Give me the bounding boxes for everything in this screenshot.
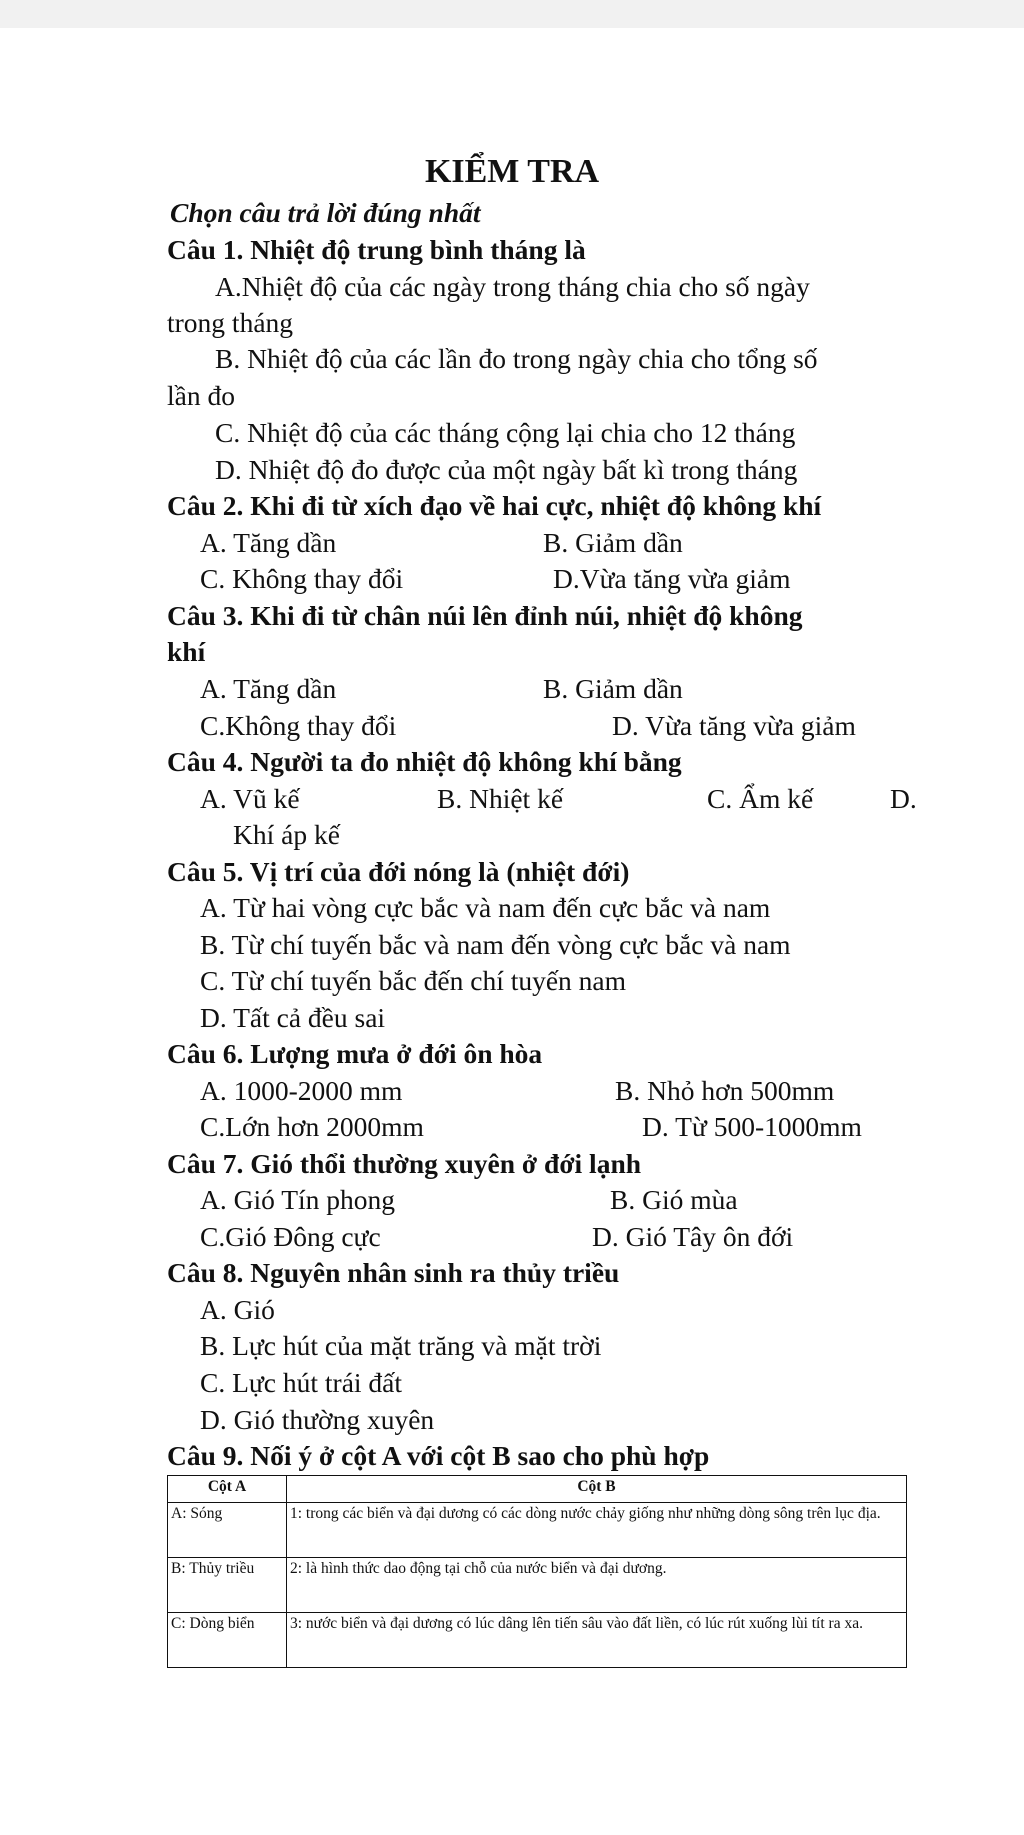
q4-option-c: C. Ẩm kế [707,783,814,814]
q8-option-a: A. Gió [200,1294,275,1325]
column-b-cell: 3: nước biển và đại dương có lúc dâng lên tiến sâu vào đất liền, có lúc rút xuống lùi tít ra xa. [287,1613,907,1668]
q9-question: Câu 9. Nối ý ở cột A với cột B sao cho phù hợp [167,1440,710,1471]
q3-question-cont: khí [167,636,206,667]
table-row [168,1503,907,1558]
q6-option-d: D. Từ 500-1000mm [642,1111,862,1142]
page-title: KIỂM TRA [424,153,600,190]
column-b-header: Cột B [287,1476,907,1503]
q7-option-b: B. Gió mùa [610,1184,738,1215]
q5-option-c: C. Từ chí tuyến bắc đến chí tuyến nam [200,965,627,996]
q8-question: Câu 8. Nguyên nhân sinh ra thủy triều [167,1257,620,1288]
q7-question: Câu 7. Gió thổi thường xuyên ở đới lạnh [167,1148,642,1179]
q8-option-b: B. Lực hút của mặt trăng và mặt trời [200,1330,602,1361]
q7-option-a: A. Gió Tín phong [200,1184,396,1215]
q6-question: Câu 6. Lượng mưa ở đới ôn hòa [167,1038,543,1069]
q7-option-d: D. Gió Tây ôn đới [592,1221,794,1252]
q1-option-d: D. Nhiệt độ đo được của một ngày bất kì trong tháng [215,454,798,485]
q2-option-a: A. Tăng dần [200,527,337,558]
q2-option-b: B. Giảm dần [543,527,683,558]
q4-question: Câu 4. Người ta đo nhiệt độ không khí bằng [167,746,682,777]
q5-option-b: B. Từ chí tuyến bắc và nam đến vòng cực bắc và nam [200,929,791,960]
q3-option-d: D. Vừa tăng vừa giảm [612,710,856,741]
column-b-cell: 1: trong các biển và đại dương có các dòng nước chảy giống như những dòng sông trên lục địa. [287,1503,907,1558]
q2-option-d: D.Vừa tăng vừa giảm [553,563,791,594]
q3-option-c: C.Không thay đổi [200,710,397,741]
q4-option-d-cont: Khí áp kế [233,819,340,850]
column-a-cell: A: Sóng [168,1503,287,1558]
column-a-cell: C: Dòng biển [168,1613,287,1668]
q5-question: Câu 5. Vị trí của đới nóng là (nhiệt đới) [167,856,630,887]
table-row [168,1558,907,1613]
q3-option-b: B. Giảm dần [543,673,683,704]
q1-option-b-cont: lần đo [167,380,235,411]
instruction: Chọn câu trả lời đúng nhất [170,197,481,228]
q5-option-a: A. Từ hai vòng cực bắc và nam đến cực bắc và nam [200,892,771,923]
q7-option-c: C.Gió Đông cực [200,1221,381,1252]
q6-option-b: B. Nhỏ hơn 500mm [615,1075,835,1106]
q5-option-d: D. Tất cả đều sai [200,1002,386,1033]
q1-option-a-cont: trong tháng [167,307,294,338]
q6-option-c: C.Lớn hơn 2000mm [200,1111,424,1142]
column-b-cell: 2: là hình thức dao động tại chỗ của nước biển và đại dương. [287,1558,907,1613]
q1-question: Câu 1. Nhiệt độ trung bình tháng là [167,234,586,265]
q1-option-c: C. Nhiệt độ của các tháng cộng lại chia cho 12 tháng [215,417,796,448]
q4-option-a: A. Vũ kế [200,783,300,814]
q2-option-c: C. Không thay đổi [200,563,404,594]
table-row [168,1613,907,1668]
column-a-header: Cột A [168,1476,287,1503]
column-a-cell: B: Thủy triều [168,1558,287,1613]
matching-table [167,1475,907,1668]
q3-option-a: A. Tăng dần [200,673,337,704]
q8-option-d: D. Gió thường xuyên [200,1404,435,1435]
q4-option-b: B. Nhiệt kế [437,783,564,814]
q8-option-c: C. Lực hút trái đất [200,1367,403,1398]
q2-question: Câu 2. Khi đi từ xích đạo về hai cực, nhiệt độ không khí [167,490,822,521]
q4-option-d: D. [890,783,917,814]
q3-question: Câu 3. Khi đi từ chân núi lên đỉnh núi, nhiệt độ không [167,600,803,631]
q1-option-a: A.Nhiệt độ của các ngày trong tháng chia cho số ngày [215,271,810,302]
q1-option-b: B. Nhiệt độ của các lần đo trong ngày chia cho tổng số [215,343,818,374]
q6-option-a: A. 1000-2000 mm [200,1075,403,1106]
